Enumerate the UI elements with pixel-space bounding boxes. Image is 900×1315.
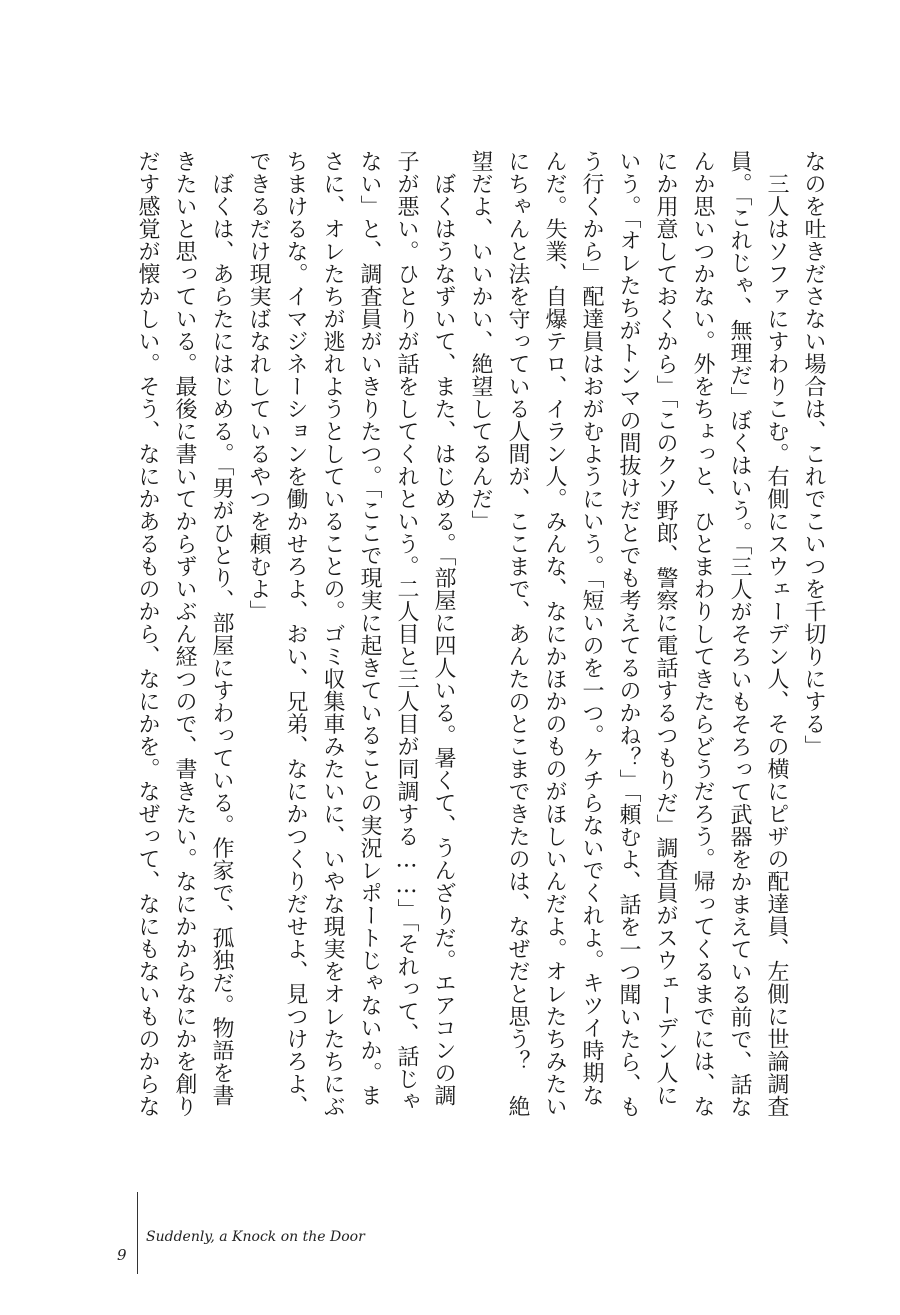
text-column-18: きたいと思っている。最後に書いてからずいぶん経つので、書きたい。なにかからなにかを創り xyxy=(172,150,197,1118)
text-column-8: んだ。失業、自爆テロ、イラン人。みんな、なにかほかのものがほしいんだよ。オレたちみたい xyxy=(542,150,567,1118)
text-column-15: ちまけるな。イマジネーションを働かせろよ、おい、兄弟、なにかつくりだせよ、見つけろよ、 xyxy=(283,150,308,1118)
text-column-14: さに、オレたちが逃れようとしていることの。ゴミ収集車みたいに、いやな現実をオレたちにぶ xyxy=(320,150,345,1118)
text-column-7: う行くから」配達員はおがむようにいう。「短いのを一つ。ケチらないでくれよ。キツイ時期な xyxy=(579,150,604,1107)
vertical-text-body xyxy=(112,150,832,1130)
text-column-2: 三人はソファにすわりこむ。右側にスウェーデン人、その横にピザの配達員、左側に世論調査 xyxy=(764,150,789,1118)
text-column-19: だす感覚が懐かしい。そう、なにかあるものから、なにかを。なぜって、なにもないものからな xyxy=(135,150,160,1118)
footer-divider xyxy=(137,1192,138,1274)
text-column-13: ない」と、調査員がいきりたつ。「ここで現実に起きていることの実況レポートじゃないか。ま xyxy=(357,150,382,1107)
text-column-10: 望だよ、いいかい、絶望してるんだ」 xyxy=(468,150,493,533)
page-number: 9 xyxy=(117,1246,127,1264)
text-column-4: んか思いつかない。外をちょっと、ひとまわりしてきたらどうだろう。帰ってくるまでには、な xyxy=(690,150,715,1118)
text-column-3: 員。「これじゃ、無理だ」ぼくはいう。「三人がそろいもそろって武器をかまえている前で、話な xyxy=(727,150,752,1118)
text-column-5: にか用意しておくから」「このクソ野郎、警察に電話するつもりだ」調査員がスウェーデン人に xyxy=(653,150,678,1107)
text-column-12: 子が悪い。ひとりが話をしてくれという。二人目と三人目が同調する……」「それって、話じゃ xyxy=(394,150,419,1113)
text-column-17: ぼくは、あらたにはじめる。「男がひとり、部屋にすわっている。作家で、孤独だ。物語を書 xyxy=(209,150,234,1107)
text-column-16: できるだけ現実ばなれしているやつを頼むよ」 xyxy=(246,150,271,623)
text-column-6: いう。「オレたちがトンマの間抜けだとでも考えてるのかね？」「頼むよ、話を一つ聞いたら、も xyxy=(616,150,641,1118)
running-title: Suddenly, a Knock on the Door xyxy=(146,1229,365,1245)
text-column-11: ぼくはうなずいて、また、はじめる。「部屋に四人いる。暑くて、うんざりだ。エアコンの調 xyxy=(431,150,456,1107)
text-column-1: なのを吐きださない場合は、これでこいつを千切りにする」 xyxy=(801,150,826,758)
text-column-9: にちゃんと法を守っている人間が、ここまで、あんたのとこまできたのは、なぜだと思う？ 絶 xyxy=(505,150,530,1118)
